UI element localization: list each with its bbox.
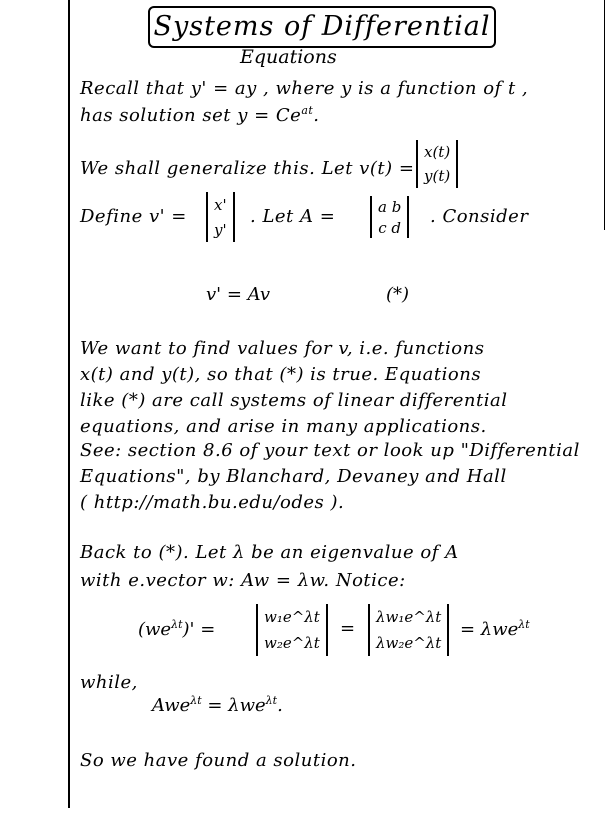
vector-v	[416, 140, 458, 188]
while-rhs-exponent: λt	[265, 694, 278, 707]
line-let-a: . Let A =	[250, 206, 336, 227]
margin-line	[68, 0, 70, 808]
matrix-a-bottom: c d	[378, 218, 402, 237]
derivative-rhs-base: = λwe	[460, 619, 519, 640]
vector-v-prime-bottom: y'	[214, 220, 227, 239]
final-line: So we have found a solution.	[80, 750, 357, 771]
matrix-we	[256, 604, 328, 656]
solution-exponent: at	[301, 104, 314, 117]
solution-text: has solution set y = Ce	[80, 105, 302, 126]
while-mid: = λwe	[201, 695, 266, 716]
solution-period: .	[313, 105, 320, 126]
derivative-lhs-exponent: λt	[171, 618, 183, 631]
matrix-we-bottom: w₂e^λt	[264, 634, 320, 652]
equals-sign: =	[340, 618, 356, 639]
vector-v-prime-top: x'	[214, 195, 227, 214]
matrix-we-top: w₁e^λt	[264, 608, 320, 626]
line-define: Define v' =	[80, 206, 187, 227]
paragraph-line-2: x(t) and y(t), so that (*) is true. Equations	[80, 364, 482, 385]
eigen-line-2: with e.vector w: Aw = λw. Notice:	[80, 570, 406, 591]
paragraph-line-6: Equations", by Blanchard, Devaney and Hall	[80, 466, 507, 487]
equation-star: v' = Av	[206, 284, 271, 305]
matrix-a	[370, 196, 409, 238]
paragraph-line-1: We want to find values for v, i.e. functions	[80, 338, 485, 359]
while-lhs: Awe	[152, 695, 191, 716]
matrix-a-top: a b	[378, 197, 402, 216]
paragraph-line-4: equations, and arise in many applications.	[80, 416, 487, 437]
derivative-lhs-end: )' =	[182, 619, 216, 640]
right-edge-line	[604, 0, 605, 230]
matrix-lambda-we-top: λw₁e^λt	[376, 608, 442, 626]
vector-v-bottom: y(t)	[424, 167, 451, 185]
derivative-rhs	[460, 618, 530, 640]
paragraph-line-5: See: section 8.6 of your text or look up "Differential	[80, 440, 580, 461]
eigen-line-1: Back to (*). Let λ be an eigenvalue of A	[80, 542, 459, 563]
paragraph-line-7: ( http://math.bu.edu/odes ).	[80, 492, 345, 513]
matrix-lambda-we	[368, 604, 449, 656]
equation-star-label: (*)	[386, 284, 410, 305]
line-generalize: We shall generalize this. Let v(t) =	[80, 158, 415, 179]
while-lhs-exponent: λt	[190, 694, 202, 707]
while-label: while,	[80, 672, 138, 693]
derivative-rhs-exponent: λt	[518, 618, 530, 631]
matrix-lambda-we-bottom: λw₂e^λt	[376, 634, 442, 652]
vector-v-top: x(t)	[424, 143, 451, 161]
paragraph-line-3: like (*) are call systems of linear differential	[80, 390, 508, 411]
while-end: .	[277, 695, 283, 716]
derivative-lhs	[138, 618, 215, 640]
derivative-lhs-base: (we	[138, 619, 172, 640]
line-consider: . Consider	[430, 206, 529, 227]
line-recall: Recall that y' = ay , where y is a function of t ,	[80, 78, 529, 99]
page-subtitle: Equations	[240, 46, 337, 68]
page-title: Systems of Differential	[148, 6, 496, 48]
line-solution-set	[80, 104, 320, 126]
vector-v-prime	[206, 192, 235, 242]
while-equation	[152, 694, 283, 716]
